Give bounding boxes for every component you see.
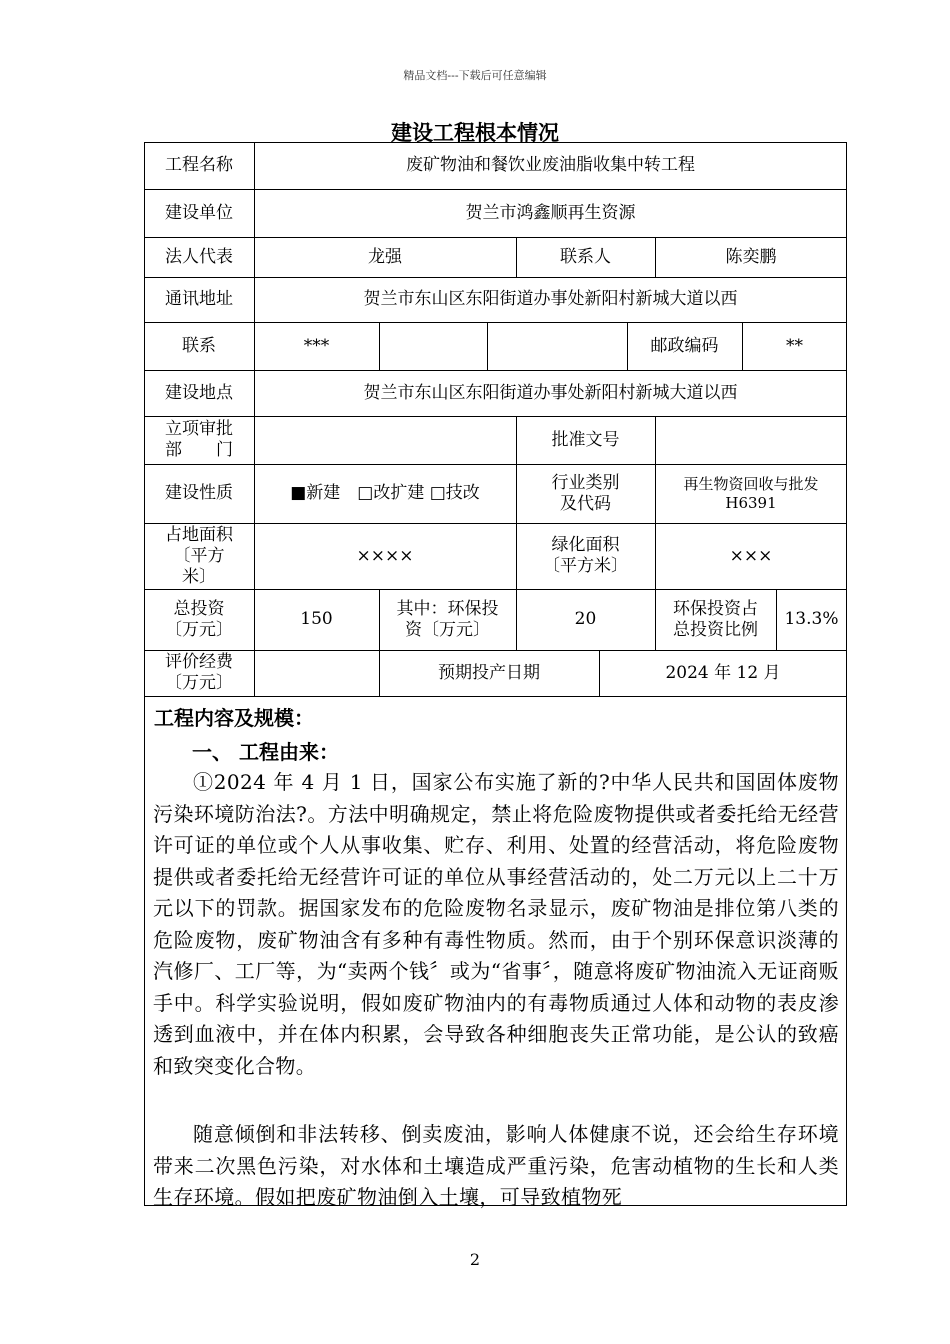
section-heading: 工程内容及规模： bbox=[154, 706, 314, 730]
industry-label-line2: 及代码 bbox=[560, 493, 611, 514]
green-area-label-line1: 绿化面积 bbox=[551, 535, 620, 555]
land-area-value: ×××× bbox=[356, 545, 414, 566]
land-area-label bbox=[144, 523, 254, 589]
address-value: 贺兰市东山区东阳街道办事处新阳村新城大道以西 bbox=[363, 289, 738, 309]
total-investment-label bbox=[144, 589, 254, 650]
site-value: 贺兰市东山区东阳街道办事处新阳村新城大道以西 bbox=[363, 382, 738, 403]
builder-value: 贺兰市鸿鑫顺再生资源 bbox=[465, 202, 636, 223]
contact-value: *** bbox=[303, 335, 330, 356]
nature-label: 建设性质 bbox=[165, 483, 233, 503]
industry-value bbox=[655, 464, 847, 523]
env-investment-value: 20 bbox=[574, 609, 597, 629]
nature-value: ■新建 □改扩建 □技改 bbox=[290, 483, 480, 503]
page-number: 2 bbox=[469, 1250, 481, 1269]
production-date-value: 2024 年 12 月 bbox=[665, 662, 781, 683]
contact-person-value: 陈奕鹏 bbox=[725, 246, 777, 267]
industry-label bbox=[516, 464, 655, 523]
approval-dept-label bbox=[144, 416, 254, 464]
industry-value-line1: 再生物资回收与批发 bbox=[683, 474, 819, 493]
approval-doc-label: 批准文号 bbox=[551, 429, 620, 450]
address-label: 通讯地址 bbox=[165, 289, 233, 309]
env-investment-label-line1: 其中：环保投 bbox=[396, 598, 499, 619]
col-divider bbox=[379, 322, 380, 370]
green-area-label bbox=[516, 523, 655, 589]
builder-label: 建设单位 bbox=[165, 202, 233, 223]
env-ratio-label bbox=[655, 589, 776, 650]
env-investment-label bbox=[379, 589, 516, 650]
postal-code-value: ** bbox=[786, 335, 803, 356]
col-divider bbox=[487, 322, 488, 370]
contact-person-label: 联系人 bbox=[560, 246, 611, 267]
production-date-label: 预期投产日期 bbox=[438, 662, 540, 683]
industry-code: H6391 bbox=[725, 493, 777, 512]
postal-code-label: 邮政编码 bbox=[650, 335, 719, 356]
land-area-label-line1: 占地面积 bbox=[165, 524, 233, 545]
site-label: 建设地点 bbox=[165, 382, 233, 403]
project-name-label: 工程名称 bbox=[165, 155, 233, 175]
env-investment-label-line2: 资〔万元〕 bbox=[405, 619, 490, 640]
industry-label-line1: 行业类别 bbox=[551, 472, 620, 493]
paragraph-origin-1: ①2024 年 4 月 1 日，国家公布实施了新的?中华人民共和国固体废物污染环境防治法?。方法中明确规定，禁止将危险废物提供或者委托给无经营许可证的单位或个人从事收集、贮存、利用、处置的经营活动，将危险废物提供或者委托给无经营许可证的单位从事经营活动的，处二万元以上二十万元以下的罚款。据国家发布的危险废物名录显示，废矿物油是排位第八类的危险废物，废矿物油含有多种有毒性物质。然而，由于个别环保意识淡薄的汽修厂、工厂等，为“卖两个钱〞或为“省事〞，随意将废矿物油流入无证商贩手中。科学实验说明，假如废矿物油内的有毒物质通过人体和动物的表皮渗透到血液中，并在体内积累，会导致各种细胞丧失正常功能，是公认的致癌和致突变化合物。 bbox=[153, 770, 839, 1078]
contact-label: 联系 bbox=[182, 335, 216, 356]
document-title: 建设工程根本情况 bbox=[391, 120, 559, 145]
evaluation-fee-label bbox=[144, 650, 254, 696]
env-ratio-label-line2: 总投资比例 bbox=[673, 619, 758, 640]
approval-label-line2: 部 门 bbox=[165, 440, 233, 460]
total-investment-label-line1: 总投资 bbox=[173, 598, 225, 619]
project-name-value: 废矿物油和餐饮业废油脂收集中转工程 bbox=[406, 155, 695, 175]
green-area-value: ××× bbox=[729, 545, 773, 566]
header-note: 精品文档---下载后可任意编辑 bbox=[403, 69, 547, 82]
env-ratio-value: 13.3% bbox=[784, 609, 839, 629]
row-divider bbox=[144, 696, 847, 697]
evaluation-fee-label-line1: 评价经费 bbox=[165, 652, 233, 672]
paragraph-origin-2: 随意倾倒和非法转移、倒卖废油，影响人体健康不说，还会给生存环境带来二次黑色污染，对水体和土壤造成严重污染，危害动植物的生长和人类生存环境。假如把废矿物油倒入土壤，可导致植物死 bbox=[153, 1122, 839, 1209]
approval-label-line1: 立项审批 bbox=[165, 419, 233, 439]
total-investment-value: 150 bbox=[300, 609, 333, 629]
evaluation-fee-label-line2: 〔万元〕 bbox=[165, 673, 233, 693]
land-area-label-line2: 〔平方 bbox=[173, 545, 225, 566]
env-ratio-label-line1: 环保投资占 bbox=[673, 598, 758, 619]
legal-rep-label: 法人代表 bbox=[165, 246, 233, 267]
legal-rep-value: 龙强 bbox=[368, 246, 402, 267]
subsection-heading: 一、 工程由来： bbox=[192, 740, 339, 764]
green-area-label-line2: 〔平方米〕 bbox=[543, 556, 628, 576]
land-area-label-line3: 米〕 bbox=[182, 566, 216, 587]
total-investment-label-line2: 〔万元〕 bbox=[165, 619, 233, 640]
